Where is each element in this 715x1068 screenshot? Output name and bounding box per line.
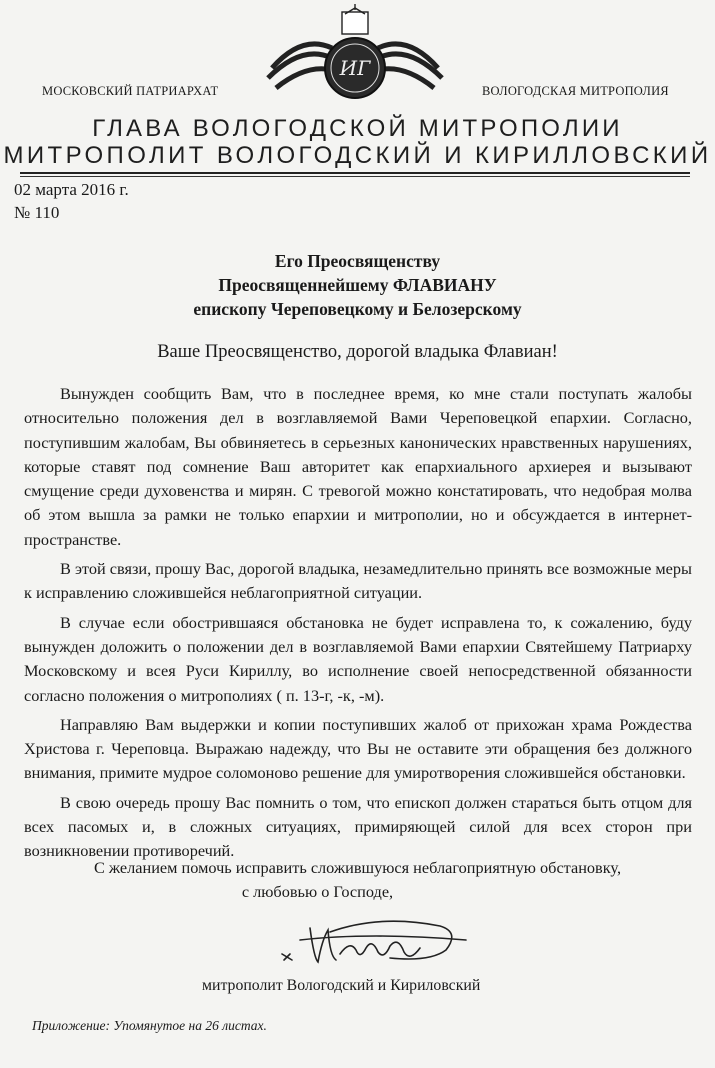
body-paragraph: В случае если обострившаяся обстановка не будет исправлена то, к сожалению, буду вынужден доложить о положении дел в возглавляемой Вами епархии Святейшему Патриарху Московскому и всея Руси Кириллу, во исполнение своей непосредственной обязанности согласно положения о митрополиях ( п. 13-г, -к, -м). — [24, 612, 692, 705]
body-paragraph: В этой связи, прошу Вас, дорогой владыка, незамедлительно принять все возможные меры к исправлению сложившейся неблагоприятной ситуации. — [24, 559, 692, 603]
addressee-line2: Преосвященнейшему ФЛАВИАНУ — [218, 275, 497, 295]
org-right-label: ВОЛОГОДСКАЯ МИТРОПОЛИЯ — [482, 84, 669, 98]
letterhead-title-line2: МИТРОПОЛИТ ВОЛОГОДСКИЙ И КИРИЛЛОВСКИЙ — [3, 142, 712, 169]
header-rule-thin — [20, 176, 690, 177]
addressee-line1: Его Преосвященству — [274, 251, 441, 271]
org-left-label: МОСКОВСКИЙ ПАТРИАРХАТ — [42, 84, 219, 98]
letter-date: 02 марта 2016 г. — [14, 180, 129, 199]
attachment-note: Приложение: Упомянутое на 26 листах. — [32, 1018, 267, 1033]
letter-body — [24, 382, 692, 869]
metropolis-emblem — [262, 4, 448, 110]
body-paragraph: Направляю Вам выдержки и копии поступивших жалоб от прихожан храма Рождества Христова г. Череповца. Выражаю надежду, что Вы не оставите эти обращения без должного внимания, примите мудрое соломоново решение для умиротворения сложившейся обстановки. — [24, 714, 692, 783]
body-paragraph: Вынужден сообщить Вам, что в последнее время, ко мне стали поступать жалобы относительно положения дел в возглавляемой Вами Череповецкой епархии. Согласно, поступившим жалобам, Вы обвиняетесь в серьезных канонических нравственных нарушениях, которые ставят под сомнение Ваш авторитет как епархиального архиерея и вызывают смущение среди духовенства и мирян. С тревогой можно констатировать, что недобрая молва об этом вышла за рамки не только епархии и митрополии, но и обсуждается в интернет-пространстве. — [24, 384, 692, 549]
closing-line2: с любовью о Господе, — [241, 882, 394, 901]
handwritten-signature — [270, 910, 470, 974]
signer-title: митрополит Вологодский и Кириловский — [202, 977, 481, 994]
closing-line1: С желанием помочь исправить сложившуюся неблагоприятную обстановку, — [93, 858, 622, 877]
salutation: Ваше Преосвященство, дорогой владыка Флавиан! — [157, 342, 558, 362]
emblem-monogram: ИГ — [339, 56, 371, 80]
header-rule — [20, 172, 690, 174]
addressee-line3: епископу Череповецкому и Белозерскому — [193, 299, 522, 319]
body-paragraph: В свою очередь прошу Вас помнить о том, что епископ должен стараться быть отцом для всех пасомых и, в сложных ситуациях, примиряющей силой для всех сторон при возникновении противоречий. — [24, 792, 692, 861]
letter-number: № 110 — [14, 203, 60, 222]
letterhead-title-line1: ГЛАВА ВОЛОГОДСКОЙ МИТРОПОЛИИ — [92, 115, 623, 142]
